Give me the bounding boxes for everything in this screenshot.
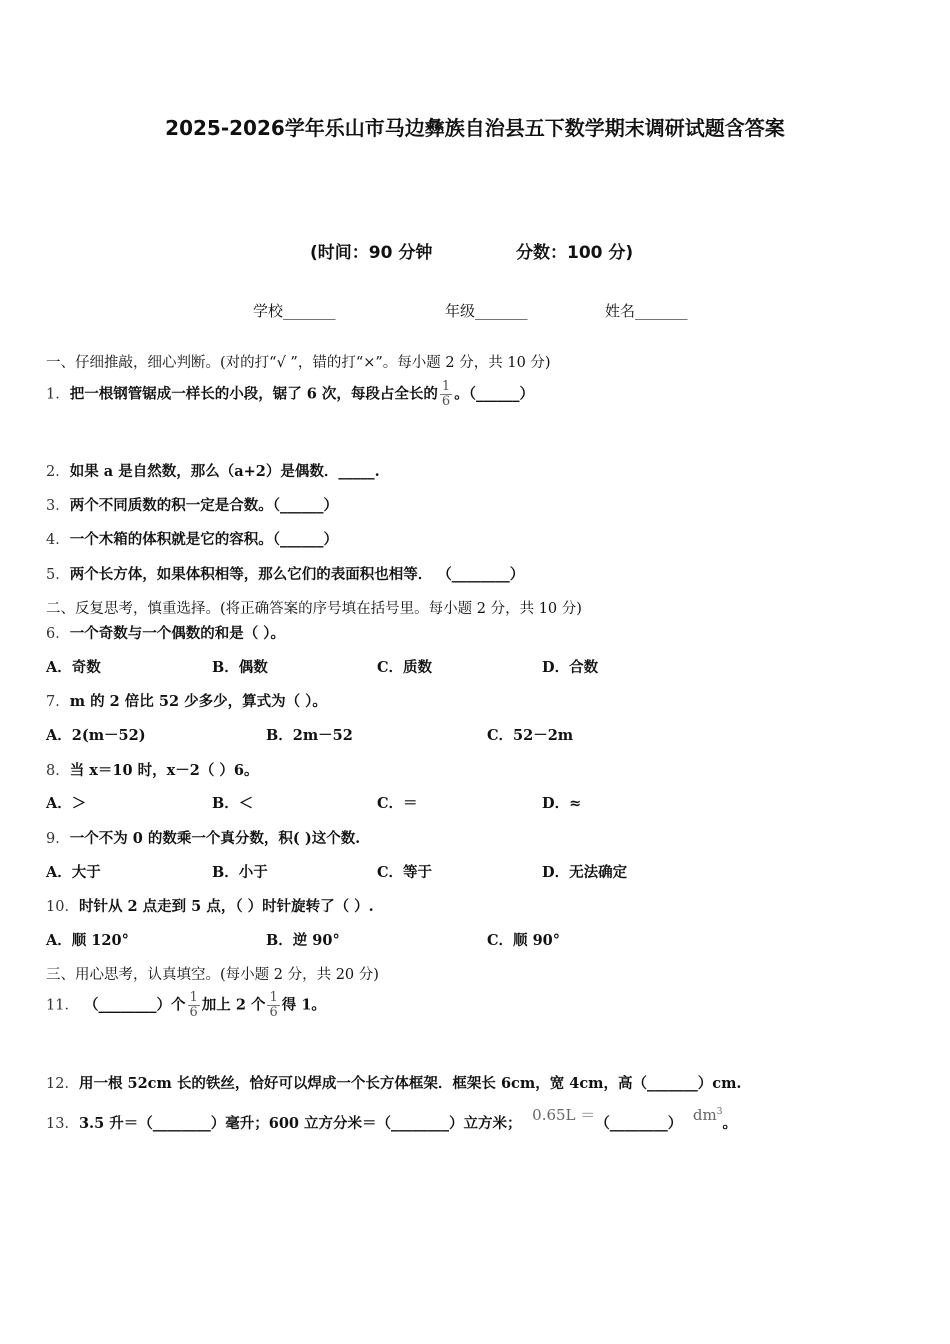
grade-field: 年级_______ [445,302,528,320]
question-5: 5．两个长方体，如果体积相等，那么它们的表面积也相等． （________） [46,566,525,583]
question-1 [46,380,534,409]
option-c: C．顺 90° [487,932,561,949]
fraction: $\frac{1}{6}$ [269,990,278,1020]
option-b: B．小于 [212,864,268,881]
question-10: 10．时针从 2 点走到 5 点，（ ）时针旋转了（ ）. [46,898,374,915]
option-a: A．奇数 [46,659,101,676]
unit-dm3: $dm^3$ [692,1106,723,1124]
school-field: 学校_______ [253,302,336,320]
question-8: 8．当 x＝10 时，x－2（ ）6。 [46,762,259,779]
question-number: 1． [46,386,70,403]
math-expression: 0.65L ＝ [532,1106,596,1124]
option-b: B．＜ [212,795,254,812]
option-a: A．顺 120° [46,932,129,949]
option-d: D．合数 [542,659,599,676]
option-a: A．＞ [46,795,87,812]
exam-score: 分数：100 分) [516,243,634,263]
question-4: 4．一个木箱的体积就是它的容积。（______） [46,531,338,548]
option-a: A．2(m－52) [46,727,146,744]
option-a: A．大于 [46,864,101,881]
fraction: $\frac{1}{6}$ [441,379,451,409]
page-title: 2025-2026学年乐山市马边彝族自治县五下数学期末调研试题含答案 [165,116,785,140]
option-b: B．2m－52 [266,727,353,744]
fraction: $\frac{1}{6}$ [189,990,198,1020]
question-text: 把一根钢管锯成一样长的小段，锯了 6 次，每段占全长的 [69,385,438,403]
option-c: C．＝ [377,795,418,812]
question-6: 6．一个奇数与一个偶数的和是（ ）。 [46,625,286,642]
section2-heading: 二、反复思考，慎重选择。(将正确答案的序号填在括号里。每小题 2 分，共 10 分) [46,601,582,617]
question-3: 3．两个不同质数的积一定是合数。（______） [46,497,338,514]
option-d: D．≈ [542,795,582,812]
exam-time: (时间：90 分钟 [310,243,433,263]
question-text: 。（______） [454,385,534,403]
question-2: 2．如果 a 是自然数，那么（a+2）是偶数．_____. [46,463,380,480]
question-11: 11． （________）个 $\frac{1}{6}$ 加上 2 个 $\frac{1}{6}$ 得 1。 [46,990,326,1020]
question-9: 9．一个不为 0 的数乘一个真分数，积( )这个数. [46,830,361,847]
option-b: B．偶数 [212,659,268,676]
section1-heading: 一、仔细推敲，细心判断。(对的打“√ ”，错的打“×”。每小题 2 分，共 10 分) [46,355,551,371]
option-b: B．逆 90° [266,932,340,949]
option-c: C．质数 [377,659,433,676]
option-c: C．等于 [377,864,433,881]
question-12: 12．用一根 52cm 长的铁丝，恰好可以焊成一个长方体框架．框架长 6cm，宽 4cm，高（_______）cm. [46,1075,742,1092]
option-d: D．无法确定 [542,864,628,881]
section3-heading: 三、用心思考，认真填空。(每小题 2 分，共 20 分) [46,967,379,983]
option-c: C．52－2m [487,727,574,744]
question-7: 7．m 的 2 倍比 52 少多少，算式为（ ）。 [46,693,327,710]
question-13: 13．3.5 升＝（________）毫升；600 立方分米＝（________）立方米； 0.65L ＝（________） $dm^3$。 [46,1106,737,1132]
name-field: 姓名_______ [605,302,688,320]
